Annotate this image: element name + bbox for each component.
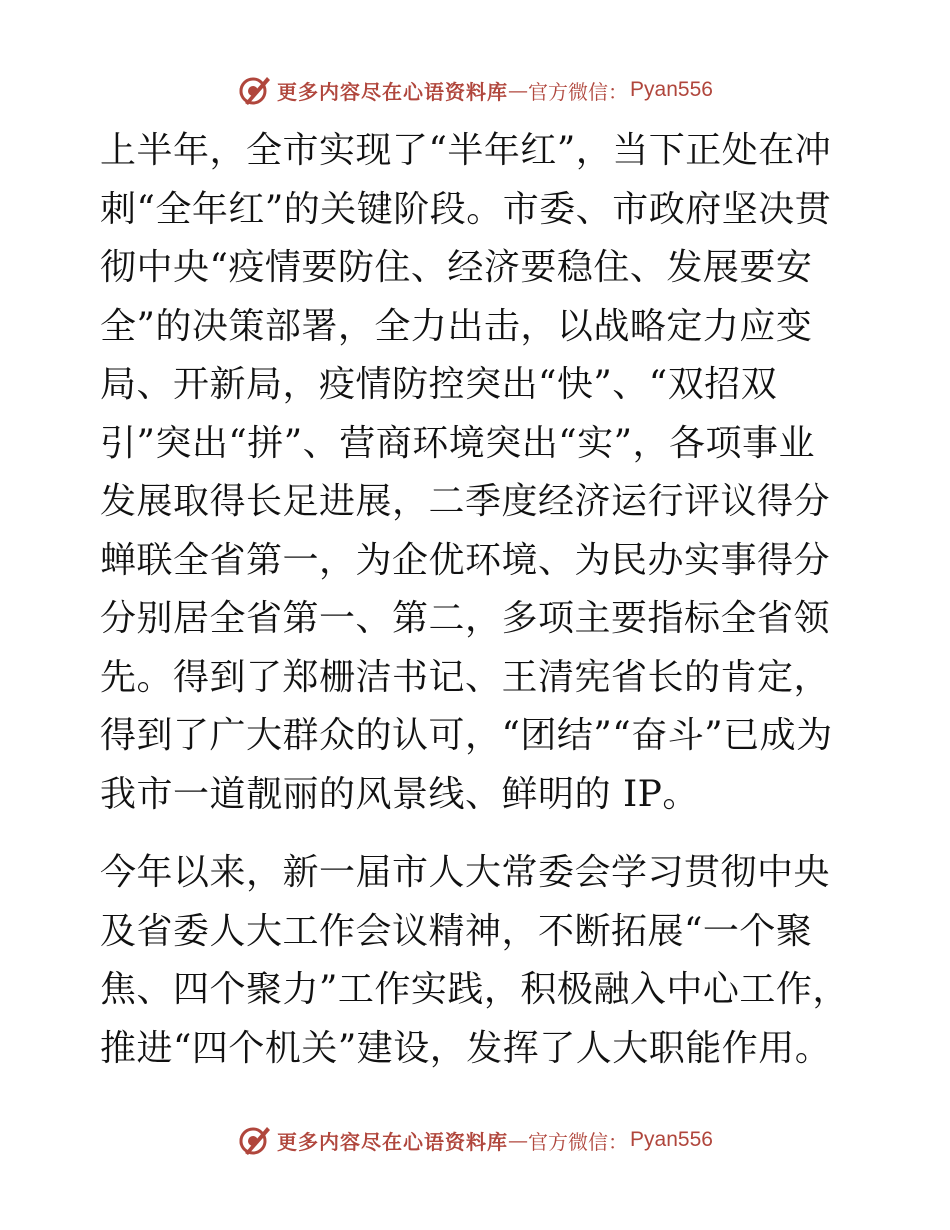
watermark-brand-text: 更多内容尽在心语资料库: [277, 79, 509, 104]
document-body: [100, 122, 850, 1078]
footer-watermark-banner: [0, 1120, 950, 1160]
watermark-handle: Pyan556: [630, 78, 713, 101]
watermark-brand-text: 更多内容尽在心语资料库: [277, 1129, 509, 1154]
watermark-separator: —: [508, 1128, 529, 1152]
pen-circle-logo-icon: [237, 1123, 271, 1157]
watermark-handle: Pyan556: [630, 1128, 713, 1151]
header-watermark-banner: [0, 70, 950, 110]
watermark-official-label: 官方微信：: [528, 79, 629, 104]
body-paragraph-2: 今年以来，新一届市人大常委会学习贯彻中央及省委人大工作会议精神，不断拓展“一个聚焦、四个聚力”工作实践，积极融入中心工作，推进“四个机关”建设，发挥了人大职能作用。: [100, 852, 849, 1069]
watermark-separator: —: [508, 78, 529, 102]
pen-circle-logo-icon: [237, 73, 271, 107]
watermark-official-label: 官方微信：: [528, 1129, 629, 1154]
body-paragraph-1: 上半年，全市实现了“半年红”，当下正处在冲刺“全年红”的关键阶段。市委、市政府坚决贯彻中央“疫情要防住、经济要稳住、发展要安全”的决策部署，全力出击，以战略定力应变局、开新局，疫情防控突出“快”、“双招双引”突出“拼”、营商环境突出“实”，各项事业发展取得长足进展，二季度经济运行评议得分蝉联全省第一，为企优环境、为民办实事得分分别居全省第一、第二，多项主要指标全省领先。得到了郑栅洁书记、王清宪省长的肯定，得到了广大群众的认可，“团结”“奋斗”已成为我市一道靓丽的风景线、鲜明的 IP。: [100, 130, 833, 815]
